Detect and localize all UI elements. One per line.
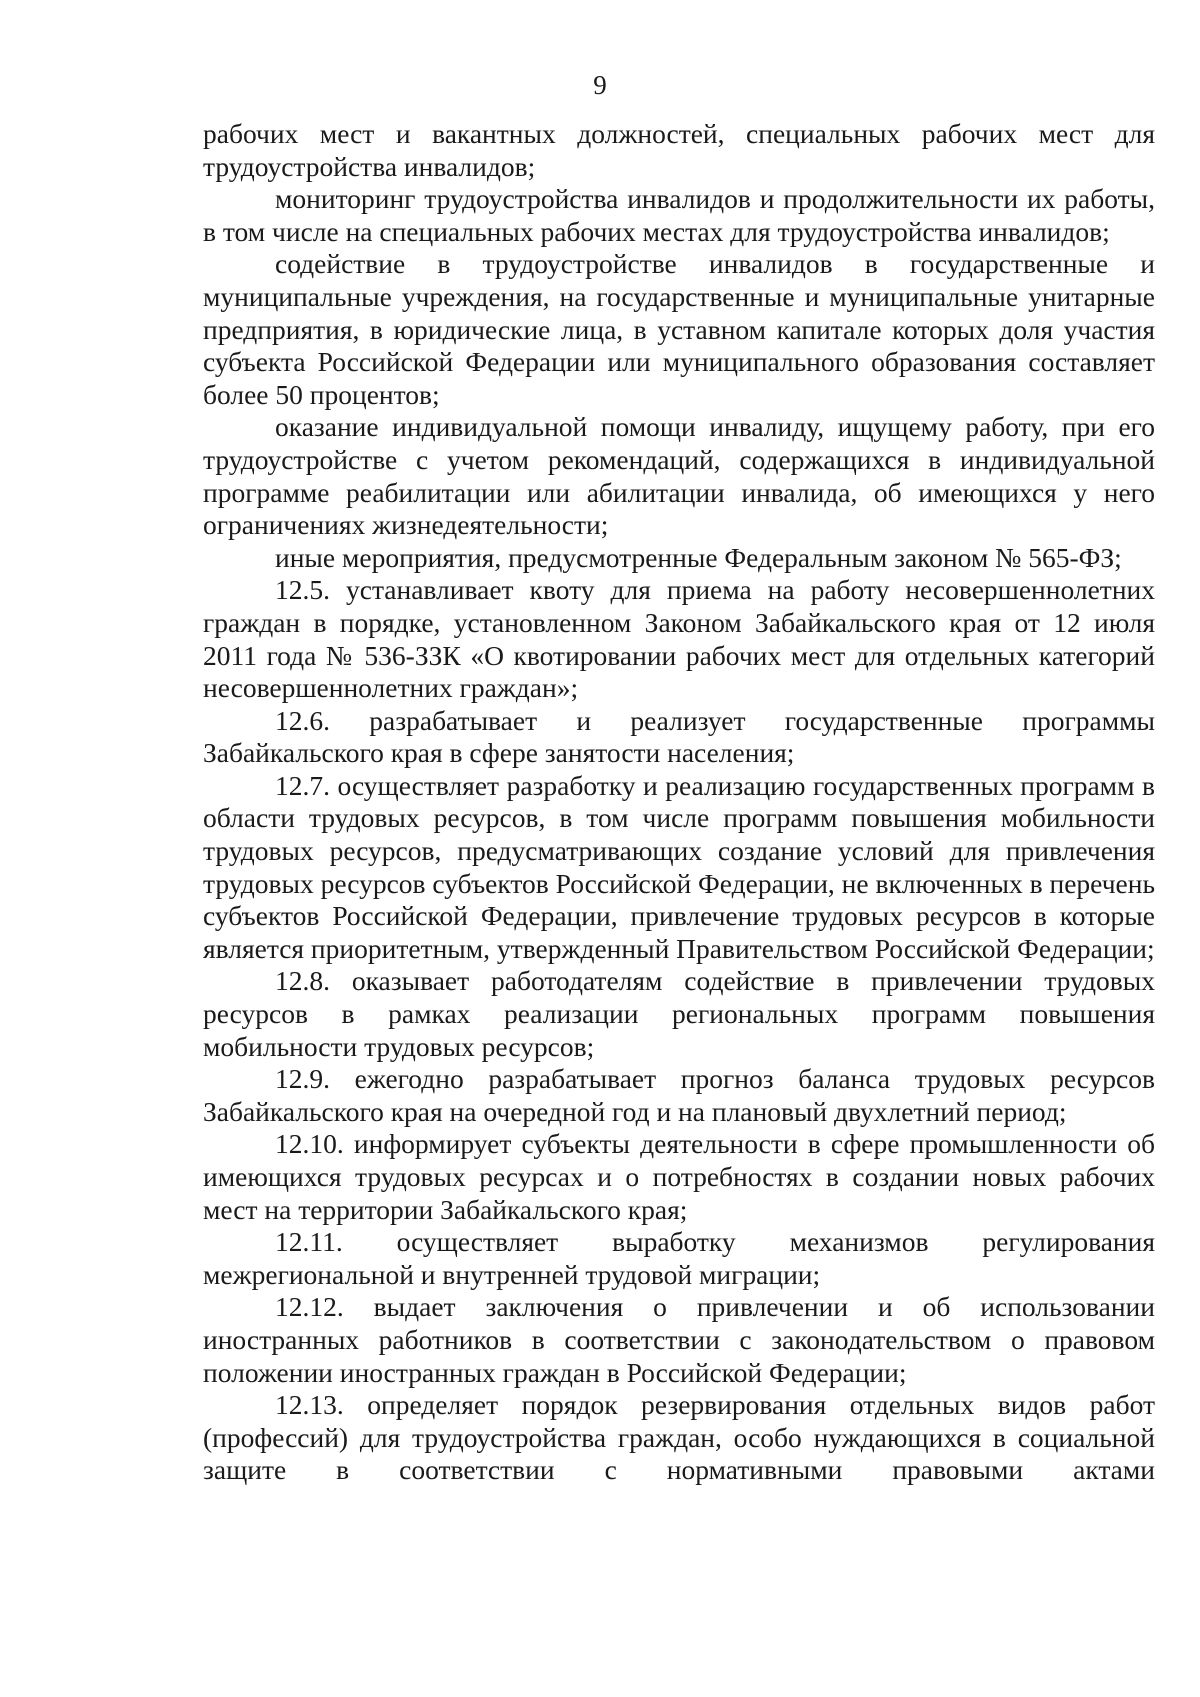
- paragraph: 12.7. осуществляет разработку и реализацию государственных программ в области трудовых ресурсов, в том числе программ повышения мобильности трудовых ресурсов, предусматривающих создание условий для привлечения трудовых ресурсов субъектов Российской Федерации, не включенных в перечень субъектов Российской Федерации, привлечение трудовых ресурсов в которые является приоритетным, утвержденный Правительством Российской Федерации;: [203, 769, 1155, 964]
- paragraph: 12.10. информирует субъекты деятельности в сфере промышленности об имеющихся трудовых ресурсах и о потребностях в создании новых рабочих мест на территории Забайкальского края;: [203, 1128, 1155, 1225]
- paragraph: 12.9. ежегодно разрабатывает прогноз баланса трудовых ресурсов Забайкальского края на очередной год и на плановый двухлетний период;: [203, 1063, 1155, 1127]
- paragraph: оказание индивидуальной помощи инвалиду, ищущему работу, при его трудоустройстве с учетом рекомендаций, содержащихся в индивидуальной программе реабилитации или абилитации инвалида, об имеющихся у него ограничениях жизнедеятельности;: [203, 411, 1155, 541]
- paragraph: 12.6. разрабатывает и реализует государственные программы Забайкальского края в сфере занятости населения;: [203, 704, 1155, 769]
- document-body: [203, 118, 1155, 1487]
- paragraph: содействие в трудоустройстве инвалидов в государственные и муниципальные учреждения, на государственные и муниципальные унитарные предприятия, в юридические лица, в уставном капитале которых доля участия субъекта Российской Федерации или муниципального образования составляет более 50 процентов;: [203, 248, 1155, 410]
- paragraph: мониторинг трудоустройства инвалидов и продолжительности их работы, в том числе на специальных рабочих местах для трудоустройства инвалидов;: [203, 183, 1155, 247]
- paragraph: рабочих мест и вакантных должностей, специальных рабочих мест для трудоустройства инвалидов;: [203, 118, 1155, 182]
- page-number: 9: [593, 70, 607, 100]
- paragraph: 12.12. выдает заключения о привлечении и об использовании иностранных работников в соответствии с законодательством о правовом положении иностранных граждан в Российской Федерации;: [203, 1291, 1155, 1388]
- paragraph: 12.13. определяет порядок резервирования отдельных видов работ (профессий) для трудоустройства граждан, особо нуждающихся в социальной защите в соответствии с нормативными правовыми актами: [203, 1389, 1155, 1486]
- paragraph: 12.5. устанавливает квоту для приема на работу несовершеннолетних граждан в порядке, установленном Законом Забайкальского края от 12 июля 2011 года № 536-ЗЗК «О квотировании рабочих мест для отдельных категорий несовершеннолетних граждан»;: [203, 574, 1155, 704]
- paragraph: 12.11. осуществляет выработку механизмов регулирования межрегиональной и внутренней трудовой миграции;: [203, 1226, 1155, 1290]
- paragraph: иные мероприятия, предусмотренные Федеральным законом № 565-ФЗ;: [275, 541, 1122, 573]
- paragraph: 12.8. оказывает работодателям содействие в привлечении трудовых ресурсов в рамках реализации региональных программ повышения мобильности трудовых ресурсов;: [203, 965, 1155, 1062]
